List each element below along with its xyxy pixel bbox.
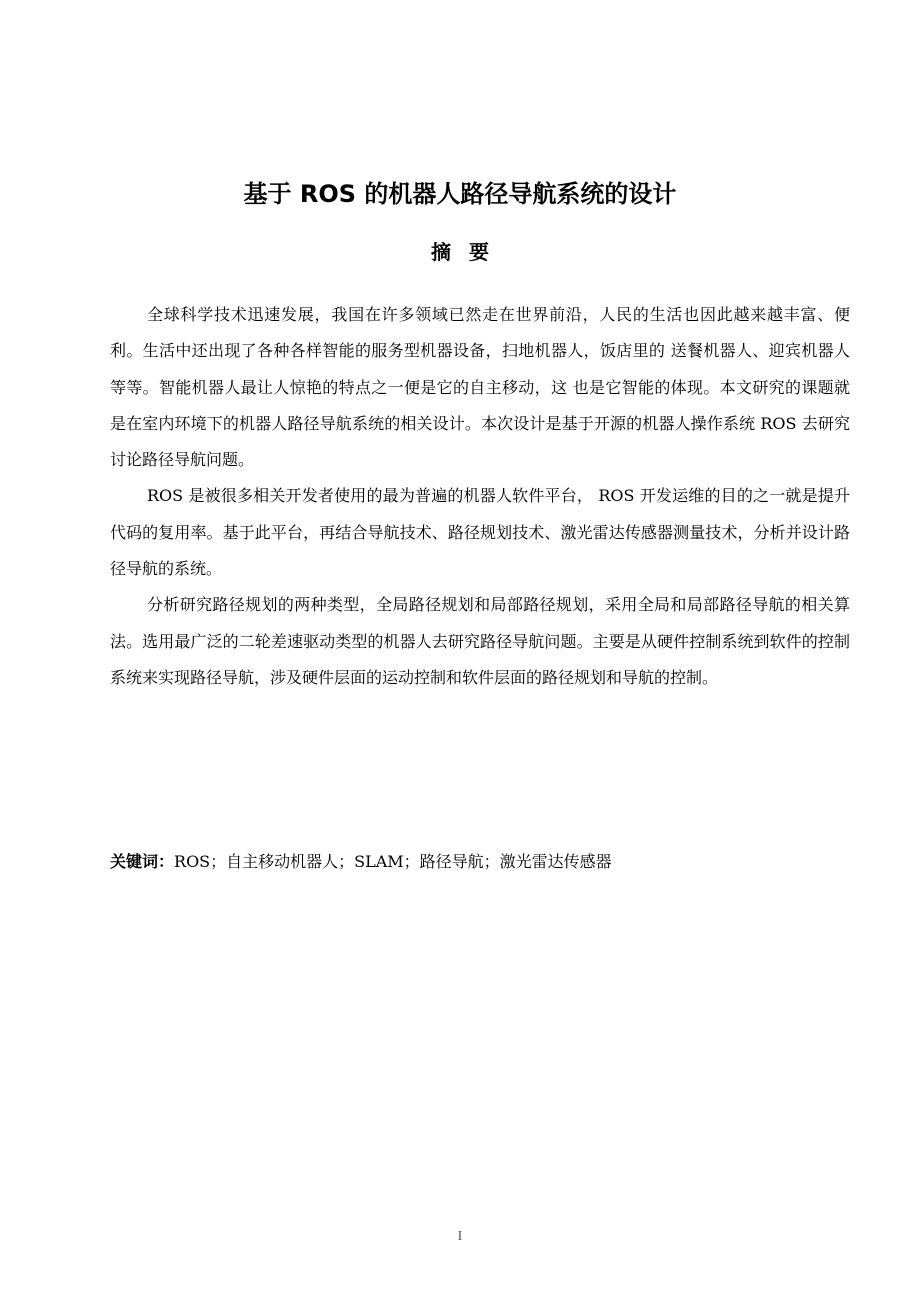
abstract-paragraph-3: 分析研究路径规划的两种类型，全局路径规划和局部路径规划，采用全局和局部路径导航的相关算法。选用最广泛的二轮差速驱动类型的机器人去研究路径导航问题。主要是从硬件控制系统到软件的控制系统来实现路径导航，涉及硬件层面的运动控制和软件层面的路径规划和导航的控制。 [110, 595, 850, 687]
keywords-label: 关键词： [110, 852, 175, 871]
abstract-paragraph-1: 全球科学技术迅速发展，我国在许多领域已然走在世界前沿，人民的生活也因此越来越丰富、便利。生活中还出现了各种各样智能的服务型机器设备，扫地机器人，饭店里的 送餐机器人、迎宾机器人等等。智能机器人最让人惊艳的特点之一便是它的自主移动，这 也是它智能的体现。本文研究的课题就是在室内环境下的机器人路径导航系统的相关设计。本次设计是基于开源的机器人操作系统 ROS 去研究讨论路径导航问题。 [110, 305, 850, 470]
abstract-heading: 摘要 [431, 240, 507, 264]
abstract-body [110, 297, 850, 696]
keywords-text: ROS；自主移动机器人；SLAM；路径导航；激光雷达传感器 [174, 852, 612, 871]
abstract-paragraph-2: ROS 是被很多相关开发者使用的最为普遍的机器人软件平台， ROS 开发运维的目的之一就是提升代码的复用率。基于此平台，再结合导航技术、路径规划技术、激光雷达传感器测量技术，分析并设计路径导航的系统。 [110, 486, 850, 579]
page-number: I [457, 1229, 463, 1244]
keywords-line [110, 846, 850, 878]
document-title: 基于 ROS 的机器人路径导航系统的设计 [243, 180, 677, 208]
